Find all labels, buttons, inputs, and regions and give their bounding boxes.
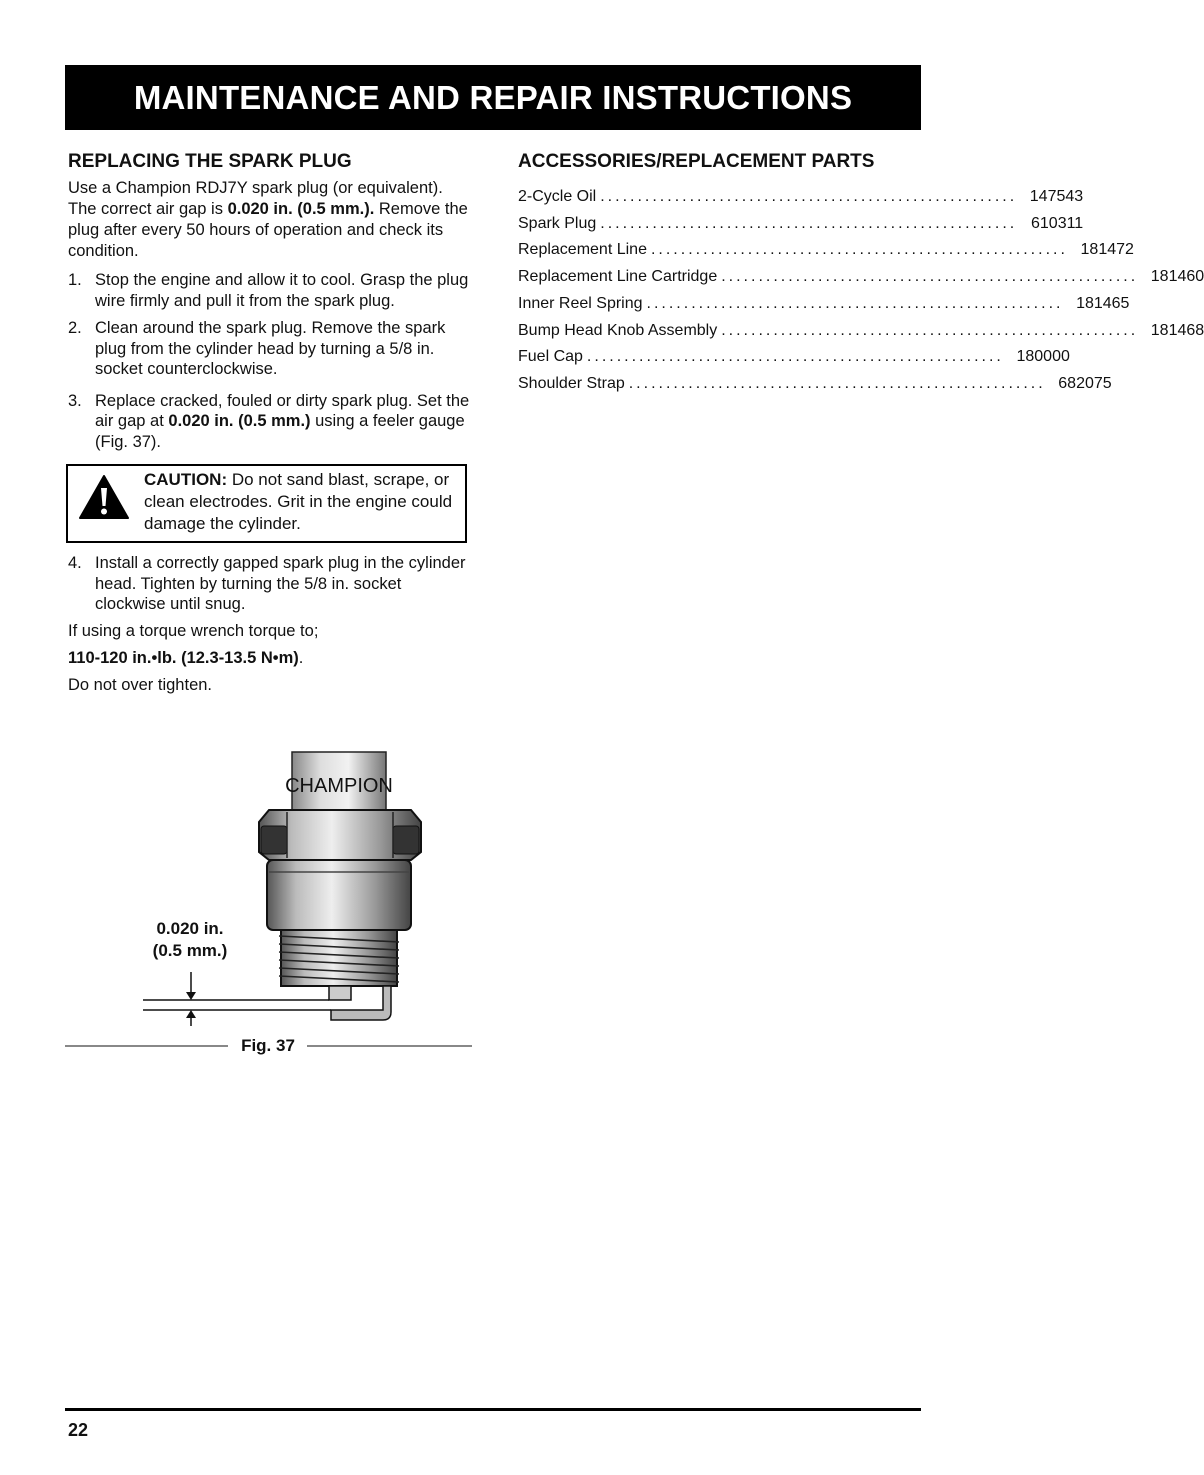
part-name: Replacement Line Cartridge [518, 268, 718, 286]
leader-dots: ........................................................ [586, 348, 1004, 366]
caution-body: Do not sand blast, scrape, or clean electrodes. Grit in the engine could damage the cylinder. [144, 470, 453, 533]
spark-plug-section [68, 150, 471, 696]
step-4 [68, 553, 471, 615]
leader-dots: ........................................................ [628, 374, 1046, 392]
intro-paragraph [68, 178, 471, 262]
part-row [518, 264, 1204, 291]
leader-dots: ........................................................ [721, 321, 1139, 339]
torque-spec [68, 648, 471, 669]
part-number: 181468 [1150, 321, 1204, 339]
intro-text-2: Remove the plug after every 50 hours of operation and check its condition. [68, 200, 468, 260]
step-2 [68, 318, 471, 380]
part-name: Spark Plug [518, 214, 597, 232]
figure-caption: Fig. 37 [241, 1036, 295, 1055]
part-row [518, 291, 1130, 318]
spark-plug-figure [65, 750, 472, 1060]
step-3 [68, 391, 471, 453]
gap-label-line-2: (0.5 mm.) [152, 941, 228, 960]
steps-list-continued [68, 553, 471, 615]
part-number: 180000 [1016, 348, 1070, 366]
accessories-section [518, 150, 1204, 398]
gap-label-line-1: 0.020 in. [156, 919, 224, 938]
part-number: 682075 [1058, 374, 1112, 392]
part-name: Shoulder Strap [518, 374, 625, 392]
part-name: Inner Reel Spring [518, 294, 643, 312]
torque-instruction: If using a torque wrench torque to; [68, 621, 319, 640]
torque-value: 110-120 in.•lb. (12.3-13.5 N•m) [68, 648, 299, 667]
part-name: 2-Cycle Oil [518, 188, 597, 205]
part-number: 610311 [1031, 214, 1084, 232]
steps-list [68, 270, 471, 452]
leader-dots: ........................................................ [600, 214, 1018, 232]
caution-box [66, 464, 467, 543]
page-header-banner [65, 65, 921, 130]
leader-dots: ........................................................ [650, 241, 1068, 259]
part-number: 181460 [1150, 268, 1204, 286]
part-number: 181465 [1076, 294, 1130, 312]
spark-plug-brand-text: CHAMPION [285, 775, 393, 797]
leader-dots: ........................................................ [600, 188, 1018, 205]
footer-divider [65, 1408, 921, 1411]
leader-dots: ........................................................ [721, 268, 1139, 286]
section-heading-accessories: ACCESSORIES/REPLACEMENT PARTS [518, 151, 875, 172]
part-name: Fuel Cap [518, 348, 583, 366]
caution-label: CAUTION: [144, 470, 228, 489]
part-row [518, 184, 1084, 211]
step-text [95, 391, 471, 453]
part-number: 181472 [1080, 241, 1134, 259]
part-name: Bump Head Knob Assembly [518, 321, 718, 339]
intro-text-1: Use a Champion RDJ7Y spark plug (or equivalent). The correct air gap is [68, 179, 443, 218]
part-name: Replacement Line [518, 241, 647, 259]
page-number: 22 [68, 1420, 89, 1440]
step-text: Install a correctly gapped spark plug in the cylinder head. Tighten by turning the 5/8 in. socket clockwise until snug. [95, 554, 466, 613]
intro-air-gap: 0.020 in. (0.5 mm.). [227, 200, 375, 218]
step-number: 4. [68, 554, 82, 572]
page-title: MAINTENANCE AND REPAIR INSTRUCTIONS [133, 78, 853, 116]
step-3-air-gap: 0.020 in. (0.5 mm.) [168, 412, 311, 430]
caution-text [144, 469, 455, 535]
part-number: 147543 [1029, 188, 1084, 205]
step-3-text-1: Replace cracked, fouled or dirty spark plug. Set the air gap at [95, 391, 470, 430]
part-row [518, 237, 1134, 264]
spark-plug-illustration [65, 750, 472, 1060]
no-overtighten-note: Do not over tighten. [68, 675, 213, 694]
part-row [518, 211, 1084, 238]
step-1 [68, 270, 471, 311]
leader-dots: ........................................................ [646, 294, 1064, 312]
part-row [518, 344, 1070, 371]
step-text: Clean around the spark plug. Remove the spark plug from the cylinder head by turning a 5/8 in. socket counterclockwise. [95, 319, 446, 378]
step-3-text-2: using a feeler gauge (Fig. 37). [95, 412, 465, 451]
torque-period: . [298, 648, 304, 667]
step-number: 2. [68, 319, 82, 337]
parts-list [518, 184, 1204, 398]
part-row [518, 371, 1112, 398]
part-row [518, 318, 1204, 345]
step-number: 1. [68, 271, 82, 289]
warning-triangle-icon [78, 474, 130, 525]
section-heading-spark-plug: REPLACING THE SPARK PLUG [68, 151, 352, 172]
step-number: 3. [68, 391, 82, 410]
step-text: Stop the engine and allow it to cool. Grasp the plug wire firmly and pull it from the spark plug. [95, 271, 469, 310]
